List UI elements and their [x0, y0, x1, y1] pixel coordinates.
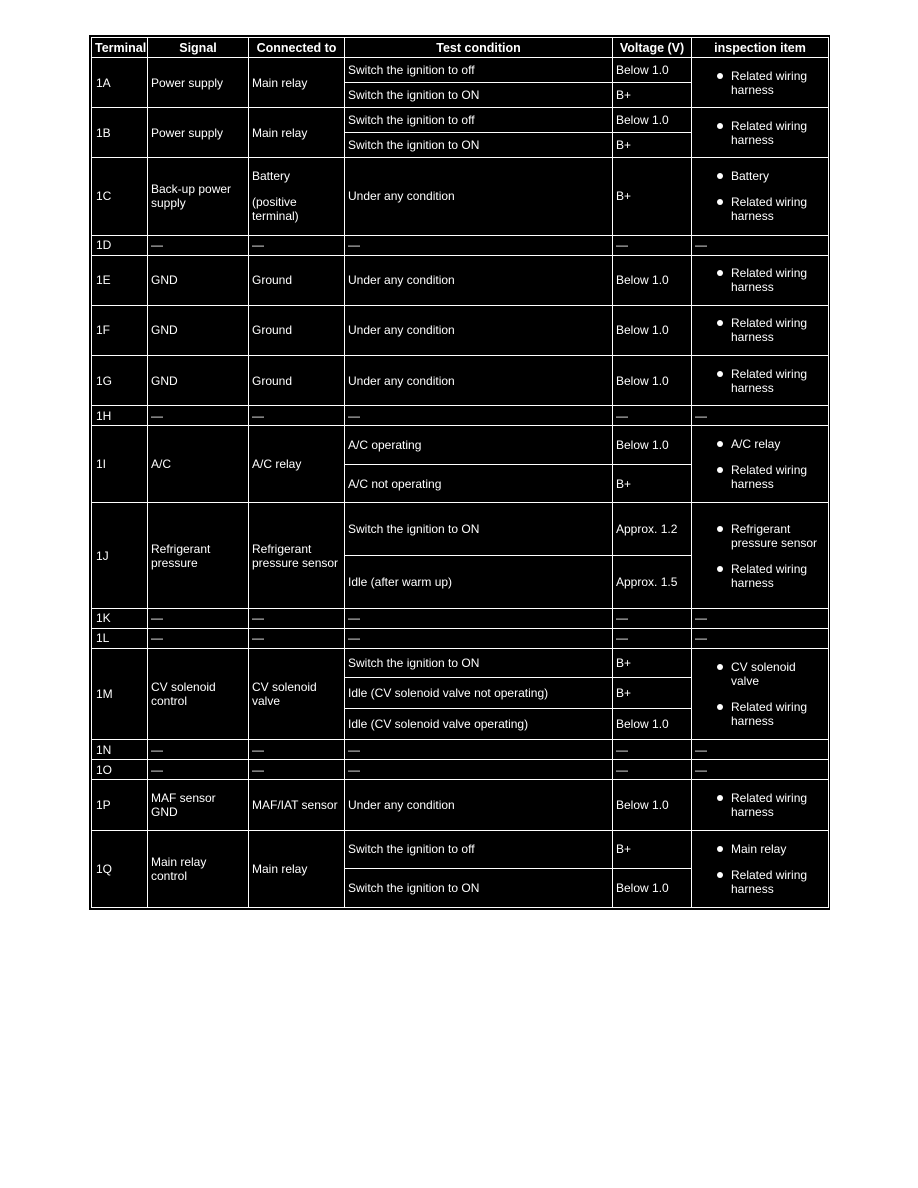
- inspection-item-cell: [692, 780, 829, 830]
- terminal-cell: 1C: [92, 158, 148, 235]
- inspection-list: [695, 660, 825, 728]
- signal-cell: Back-up power supply: [148, 158, 249, 235]
- signal-cell: —: [148, 406, 249, 426]
- inspection-list: [695, 266, 825, 294]
- header-voltage: Voltage (V): [613, 38, 692, 58]
- inspection-list: [695, 119, 825, 147]
- voltage-cell: Below 1.0: [613, 305, 692, 355]
- inspection-item-cell: —: [692, 406, 829, 426]
- voltage-cell: B+: [613, 158, 692, 235]
- test-condition-cell: —: [345, 235, 613, 255]
- inspection-item-cell: [692, 355, 829, 405]
- inspection-item-text: Related wiring harness: [731, 266, 808, 295]
- inspection-item-text: Related wiring harness: [731, 867, 808, 896]
- inspection-list-item: [695, 195, 825, 223]
- table-row: [92, 760, 829, 780]
- voltage-cell: B+: [613, 678, 692, 709]
- connected-to-line: Battery: [252, 169, 291, 184]
- signal-cell: GND: [148, 255, 249, 305]
- header-test-condition: Test condition: [345, 38, 613, 58]
- inspection-list-item: [695, 700, 825, 728]
- inspection-list: [695, 316, 825, 344]
- table-row: [92, 648, 829, 677]
- test-condition-cell: Under any condition: [345, 305, 613, 355]
- test-condition-cell: Switch the ignition to ON: [345, 133, 613, 158]
- inspection-list: [695, 437, 825, 491]
- bullet-icon: [717, 467, 723, 473]
- inspection-list: [695, 69, 825, 97]
- header-row: [92, 38, 829, 58]
- table-row: [92, 158, 829, 235]
- voltage-cell: —: [613, 628, 692, 648]
- bullet-icon: [717, 123, 723, 129]
- table-row: [92, 830, 829, 868]
- connected-to-cell: [249, 158, 345, 235]
- voltage-cell: Below 1.0: [613, 355, 692, 405]
- connected-to-cell: —: [249, 628, 345, 648]
- table-row: [92, 355, 829, 405]
- test-condition-cell: Switch the ignition to ON: [345, 83, 613, 108]
- test-condition-cell: —: [345, 740, 613, 760]
- inspection-list-item: [695, 437, 825, 451]
- inspection-list-item: [695, 463, 825, 491]
- inspection-item-cell: [692, 830, 829, 907]
- inspection-item-text: Related wiring harness: [731, 68, 808, 97]
- connected-to-cell: CV solenoid valve: [249, 648, 345, 739]
- inspection-list-item: [695, 69, 825, 97]
- test-condition-cell: A/C not operating: [345, 465, 613, 503]
- terminal-cell: 1N: [92, 740, 148, 760]
- table-row: [92, 58, 829, 83]
- table-body: [92, 58, 829, 908]
- connected-to-cell: —: [249, 760, 345, 780]
- header-signal: Signal: [148, 38, 249, 58]
- header-inspection-item: inspection item: [692, 38, 829, 58]
- inspection-list-item: [695, 169, 825, 183]
- voltage-cell: —: [613, 406, 692, 426]
- terminal-voltage-table-frame: [89, 35, 830, 910]
- test-condition-cell: Idle (CV solenoid valve operating): [345, 709, 613, 740]
- table-row: [92, 608, 829, 628]
- inspection-list-item: [695, 367, 825, 395]
- connected-to-cell: —: [249, 406, 345, 426]
- inspection-item-cell: [692, 426, 829, 503]
- signal-cell: Power supply: [148, 108, 249, 158]
- terminal-cell: 1H: [92, 406, 148, 426]
- terminal-cell: 1G: [92, 355, 148, 405]
- signal-cell: Refrigerant pressure: [148, 503, 249, 608]
- voltage-cell: Below 1.0: [613, 108, 692, 133]
- inspection-item-cell: [692, 255, 829, 305]
- inspection-item-cell: [692, 648, 829, 739]
- inspection-item-text: Battery: [731, 169, 770, 184]
- inspection-item-cell: [692, 158, 829, 235]
- terminal-cell: 1J: [92, 503, 148, 608]
- test-condition-cell: Under any condition: [345, 255, 613, 305]
- test-condition-cell: Under any condition: [345, 780, 613, 830]
- table-row: [92, 305, 829, 355]
- inspection-item-cell: [692, 58, 829, 108]
- inspection-list-item: [695, 522, 825, 550]
- bullet-icon: [717, 846, 723, 852]
- voltage-cell: Below 1.0: [613, 868, 692, 907]
- table-row: [92, 426, 829, 465]
- signal-cell: GND: [148, 355, 249, 405]
- terminal-cell: 1A: [92, 58, 148, 108]
- signal-cell: CV solenoid control: [148, 648, 249, 739]
- bullet-icon: [717, 526, 723, 532]
- inspection-item-text: Related wiring harness: [731, 790, 808, 819]
- connected-to-line: (positive terminal): [252, 195, 299, 224]
- bullet-icon: [717, 199, 723, 205]
- inspection-item-text: Related wiring harness: [731, 561, 808, 590]
- inspection-item-text: Related wiring harness: [731, 118, 808, 147]
- inspection-item-text: Related wiring harness: [731, 195, 808, 224]
- inspection-item-text: Related wiring harness: [731, 463, 808, 492]
- bullet-icon: [717, 872, 723, 878]
- inspection-item-cell: [692, 108, 829, 158]
- voltage-cell: —: [613, 740, 692, 760]
- inspection-item-text: Related wiring harness: [731, 700, 808, 729]
- table-row: [92, 740, 829, 760]
- table-row: [92, 406, 829, 426]
- voltage-cell: —: [613, 235, 692, 255]
- inspection-list-item: [695, 842, 825, 856]
- test-condition-cell: Idle (after warm up): [345, 555, 613, 608]
- voltage-cell: B+: [613, 830, 692, 868]
- table-row: [92, 108, 829, 133]
- signal-cell: —: [148, 608, 249, 628]
- inspection-list-item: [695, 868, 825, 896]
- test-condition-cell: Idle (CV solenoid valve not operating): [345, 678, 613, 709]
- connected-to-cell: —: [249, 235, 345, 255]
- signal-cell: —: [148, 235, 249, 255]
- connected-to-cell: Main relay: [249, 58, 345, 108]
- table-row: [92, 628, 829, 648]
- test-condition-cell: Under any condition: [345, 158, 613, 235]
- inspection-list-item: [695, 266, 825, 294]
- terminal-cell: 1L: [92, 628, 148, 648]
- inspection-list: [695, 791, 825, 819]
- test-condition-cell: Switch the ignition to ON: [345, 868, 613, 907]
- voltage-cell: Approx. 1.2: [613, 503, 692, 555]
- connected-to-cell: Main relay: [249, 108, 345, 158]
- bullet-icon: [717, 320, 723, 326]
- inspection-item-text: Refrigerant pressure sensor: [731, 521, 818, 550]
- voltage-cell: B+: [613, 133, 692, 158]
- test-condition-cell: Switch the ignition to off: [345, 108, 613, 133]
- inspection-list-item: [695, 119, 825, 147]
- bullet-icon: [717, 704, 723, 710]
- inspection-item-cell: —: [692, 740, 829, 760]
- bullet-icon: [717, 441, 723, 447]
- bullet-icon: [717, 795, 723, 801]
- test-condition-cell: A/C operating: [345, 426, 613, 465]
- voltage-cell: B+: [613, 465, 692, 503]
- inspection-list-item: [695, 660, 825, 688]
- inspection-item-cell: —: [692, 608, 829, 628]
- terminal-cell: 1F: [92, 305, 148, 355]
- terminal-cell: 1B: [92, 108, 148, 158]
- test-condition-cell: —: [345, 406, 613, 426]
- table-row: [92, 235, 829, 255]
- inspection-list: [695, 842, 825, 896]
- inspection-item-cell: [692, 503, 829, 608]
- bullet-icon: [717, 173, 723, 179]
- test-condition-cell: —: [345, 628, 613, 648]
- voltage-cell: B+: [613, 648, 692, 677]
- inspection-item-text: Related wiring harness: [731, 316, 808, 345]
- inspection-item-cell: —: [692, 760, 829, 780]
- inspection-list: [695, 169, 825, 223]
- table-row: [92, 780, 829, 830]
- inspection-list-item: [695, 316, 825, 344]
- voltage-cell: Below 1.0: [613, 780, 692, 830]
- header-terminal: Terminal: [92, 38, 148, 58]
- bullet-icon: [717, 664, 723, 670]
- terminal-cell: 1P: [92, 780, 148, 830]
- connected-to-cell: Ground: [249, 305, 345, 355]
- signal-cell: GND: [148, 305, 249, 355]
- voltage-cell: Below 1.0: [613, 58, 692, 83]
- test-condition-cell: Switch the ignition to off: [345, 830, 613, 868]
- terminal-cell: 1O: [92, 760, 148, 780]
- inspection-item-text: Related wiring harness: [731, 366, 808, 395]
- terminal-cell: 1D: [92, 235, 148, 255]
- inspection-item-text: A/C relay: [731, 437, 781, 452]
- inspection-list-item: [695, 791, 825, 819]
- connected-to-cell: Ground: [249, 355, 345, 405]
- voltage-cell: B+: [613, 83, 692, 108]
- connected-to-cell: MAF/IAT sensor: [249, 780, 345, 830]
- connected-to-cell: A/C relay: [249, 426, 345, 503]
- header-connected-to: Connected to: [249, 38, 345, 58]
- signal-cell: —: [148, 740, 249, 760]
- connected-to-cell: Main relay: [249, 830, 345, 907]
- voltage-cell: Approx. 1.5: [613, 555, 692, 608]
- inspection-list-item: [695, 562, 825, 590]
- table-row: [92, 503, 829, 555]
- inspection-list: [695, 367, 825, 395]
- terminal-cell: 1Q: [92, 830, 148, 907]
- connected-to-cell: —: [249, 740, 345, 760]
- signal-cell: —: [148, 760, 249, 780]
- voltage-cell: Below 1.0: [613, 255, 692, 305]
- terminal-cell: 1E: [92, 255, 148, 305]
- bullet-icon: [717, 73, 723, 79]
- voltage-cell: —: [613, 608, 692, 628]
- test-condition-cell: —: [345, 760, 613, 780]
- signal-cell: Main relay control: [148, 830, 249, 907]
- terminal-cell: 1M: [92, 648, 148, 739]
- voltage-cell: Below 1.0: [613, 426, 692, 465]
- signal-cell: Power supply: [148, 58, 249, 108]
- terminal-cell: 1K: [92, 608, 148, 628]
- signal-cell: A/C: [148, 426, 249, 503]
- test-condition-cell: Switch the ignition to off: [345, 58, 613, 83]
- voltage-cell: Below 1.0: [613, 709, 692, 740]
- inspection-list: [695, 522, 825, 590]
- test-condition-cell: Under any condition: [345, 355, 613, 405]
- terminal-cell: 1I: [92, 426, 148, 503]
- bullet-icon: [717, 371, 723, 377]
- inspection-item-cell: [692, 305, 829, 355]
- inspection-item-text: CV solenoid valve: [731, 660, 796, 689]
- test-condition-cell: —: [345, 608, 613, 628]
- connected-to-cell: —: [249, 608, 345, 628]
- signal-cell: —: [148, 628, 249, 648]
- test-condition-cell: Switch the ignition to ON: [345, 648, 613, 677]
- connected-to-cell: Ground: [249, 255, 345, 305]
- voltage-cell: —: [613, 760, 692, 780]
- signal-cell: MAF sensor GND: [148, 780, 249, 830]
- inspection-item-cell: —: [692, 235, 829, 255]
- inspection-item-cell: —: [692, 628, 829, 648]
- bullet-icon: [717, 270, 723, 276]
- inspection-item-text: Main relay: [731, 841, 787, 856]
- terminal-voltage-table: [91, 37, 829, 908]
- table-row: [92, 255, 829, 305]
- test-condition-cell: Switch the ignition to ON: [345, 503, 613, 555]
- connected-to-cell: Refrigerant pressure sensor: [249, 503, 345, 608]
- bullet-icon: [717, 566, 723, 572]
